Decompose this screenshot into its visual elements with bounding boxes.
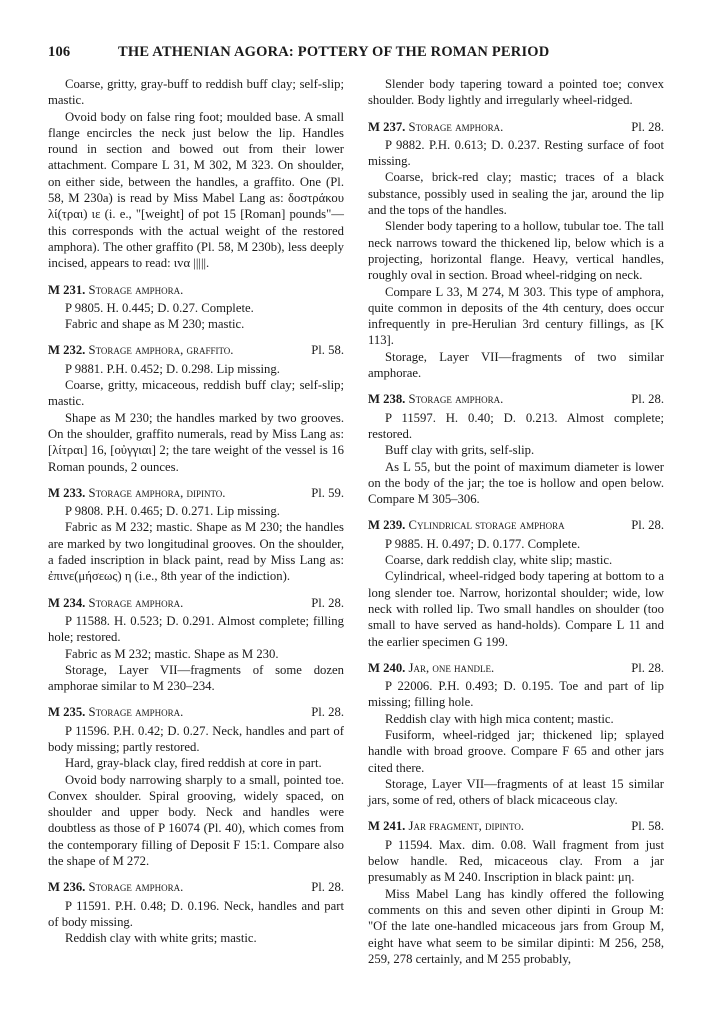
entry-heading (48, 595, 344, 611)
entry-paragraph: Shape as M 230; the handles marked by two grooves. On the shoulder, graffito numerals, read by Miss Lang as: [λίτραι] 16, [οὐγγιαι] 2; the tare weight of the vessel is 16 Roman pounds, 2 ounces. (48, 410, 344, 474)
entry-paragraph: Coarse, brick-red clay; mastic; traces of a black substance, possibly used in sealing the jar, around the lip and the tops of the handles. (368, 170, 664, 218)
entry-number: M 238. (368, 392, 406, 407)
catalogue-entry-m234 (48, 595, 344, 695)
carryover-paragraph: Slender body tapering toward a pointed toe; convex shoulder. Body lightly and irregularly wheel-ridged. (368, 77, 664, 108)
plate-reference: Pl. 28. (631, 392, 664, 407)
page-number: 106 (48, 44, 71, 60)
entry-paragraph: Hard, gray-black clay, fired reddish at core in part. (65, 756, 322, 771)
entry-heading (48, 282, 344, 298)
entry-heading (368, 517, 664, 533)
entry-heading (368, 119, 664, 135)
entry-paragraph: P 9805. H. 0.445; D. 0.27. Complete. (65, 300, 254, 315)
entry-paragraph: Storage, Layer VII—fragments of at least 15 similar jars, some of red, others of black micaceous clay. (368, 776, 664, 808)
entry-title: Storage amphora, dipinto. (88, 485, 226, 500)
entry-paragraph: Coarse, gritty, micaceous, reddish buff clay; self-slip; mastic. (48, 378, 344, 409)
entry-title: Storage amphora, graffito. (88, 343, 234, 358)
catalogue-entry-m236 (48, 879, 344, 946)
catalogue-entry-m241 (368, 818, 664, 967)
entry-heading (48, 485, 344, 501)
entry-heading (368, 660, 664, 676)
entry-paragraph: P 11588. H. 0.523; D. 0.291. Almost complete; filling hole; restored. (48, 613, 344, 645)
entry-paragraph: Ovoid body narrowing sharply to a small, pointed toe. Convex shoulder. Spiral grooving, widely spaced, on shoulder and upper body. Neck and handles were doubtless as those of P 16074 (Pl. 40), which comes from the contemporary filling of Deposit F 15:1. Compare also the shape of M 272. (48, 772, 344, 869)
entry-number: M 239. (368, 518, 406, 533)
right-column (368, 76, 664, 967)
entry-paragraph: P 9881. P.H. 0.452; D. 0.298. Lip missing. (65, 361, 280, 376)
catalogue-entry-m232 (48, 342, 344, 474)
entry-paragraph: Storage, Layer VII—fragments of two similar amphorae. (368, 349, 664, 381)
carryover-paragraph: Ovoid body on false ring foot; moulded base. A small flange encircles the neck just below the lip. Handles round in section and bowed out from their lower attachment. Compare L 31, M 302, M 323. On shoulder, on either side, between the handles, a graffito. One (Pl. 58, M 230a) is read by Miss Mabel Lang as: δοστράκου λί(τραι) ιε (i. e., "[weight] of pot 15 [Roman] pounds"—this corresponds with the actual weight of the restored amphora). The other graffito (Pl. 58, M 230b), less deeply incised, appears to read: ιvα |||||. (48, 109, 344, 271)
entry-paragraph: Fabric and shape as M 230; mastic. (65, 317, 245, 332)
entry-paragraph: P 9885. H. 0.497; D. 0.177. Complete. (385, 536, 581, 551)
entry-heading (368, 818, 664, 834)
catalogue-entry-m235 (48, 704, 344, 869)
entry-title: Storage amphora. (408, 119, 504, 134)
plate-reference: Pl. 28. (631, 518, 664, 533)
entry-number: M 233. (48, 485, 86, 500)
entry-paragraph: P 11597. H. 0.40; D. 0.213. Almost complete; restored. (368, 410, 664, 441)
left-column (48, 76, 344, 947)
entry-paragraph: Fabric as M 232; mastic. Shape as M 230; the handles are marked by two longitudinal grooves. On the shoulder, a faded inscription in black paint, read by Miss Lang as: ἐπινε(μήσεως) η (i.e., 8th year of the indiction). (48, 520, 344, 584)
plate-reference: Pl. 59. (311, 485, 344, 500)
entry-number: M 235. (48, 705, 86, 720)
entry-number: M 241. (368, 819, 406, 834)
entry-paragraph: Coarse, dark reddish clay, white slip; mastic. (385, 553, 613, 568)
entry-heading (48, 879, 344, 895)
catalogue-entry-m237 (368, 119, 664, 382)
entry-paragraph: Cylindrical, wheel-ridged body tapering at bottom to a long slender toe. Narrow, horizontal shoulder; wide, low neck with rolled lip. Two small handles on shoulder (too small to have served as hand-holds). Compare L 11 and the earlier specimen G 199. (368, 569, 664, 649)
entry-heading (368, 391, 664, 407)
entry-paragraph: P 11596. P.H. 0.42; D. 0.27. Neck, handles and part of body missing; partly restored. (48, 723, 344, 754)
entry-paragraph: Miss Mabel Lang has kindly offered the following comments on this and seven other dipinti in Group M: "Of the late one-handled micaceous jars from Group M, eight have what seem to be similar dipinti: M 256, 258, 259, 278 certainly, and M 255 probably, (368, 886, 664, 966)
entry-paragraph: Fabric as M 232; mastic. Shape as M 230. (65, 646, 279, 661)
catalogue-entry-m233 (48, 485, 344, 585)
entry-paragraph: Fusiform, wheel-ridged jar; thickened lip; splayed handle with broad groove. Compare F 65 and other jars cited there. (368, 727, 664, 775)
running-header (48, 44, 664, 64)
entry-number: M 232. (48, 343, 86, 358)
catalogue-entry-m238 (368, 391, 664, 507)
entry-paragraph: P 11591. P.H. 0.48; D. 0.196. Neck, handles and part of body missing. (48, 898, 344, 929)
entry-number: M 234. (48, 595, 86, 610)
entry-title: Jar fragment, dipinto. (408, 819, 524, 834)
plate-reference: Pl. 58. (631, 819, 664, 834)
plate-reference: Pl. 28. (311, 595, 344, 610)
entry-paragraph: Reddish clay with high mica content; mastic. (385, 711, 614, 726)
catalogue-entry-m239 (368, 517, 664, 649)
plate-reference: Pl. 28. (631, 119, 664, 134)
entry-title: Storage amphora. (88, 595, 184, 610)
entry-heading (48, 342, 344, 358)
entry-paragraph: Compare L 33, M 274, M 303. This type of amphora, quite common in deposits of the 4th century, does occur infrequently in pre-Herulian 3rd century fillings, as [K 113]. (368, 284, 664, 348)
entry-number: M 240. (368, 660, 406, 675)
entry-paragraph: Storage, Layer VII—fragments of some dozen amphorae similar to M 230–234. (48, 662, 344, 694)
plate-reference: Pl. 58. (311, 343, 344, 358)
entry-title: Jar, one handle. (408, 660, 495, 675)
entry-paragraph: Slender body tapering to a hollow, tubular toe. The tall neck narrows toward the thickened lip, below which is a projecting, horizontal flange. Heavy, vertical handles, roughly oval in section. Broad wheel-ridging on neck. (368, 219, 664, 283)
entry-title: Cylindrical storage amphora (408, 518, 565, 533)
entry-heading (48, 704, 344, 720)
entry-paragraph: Buff clay with grits, self-slip. (385, 443, 535, 458)
entry-paragraph: P 11594. Max. dim. 0.08. Wall fragment from just below handle. Red, micaceous clay. From a jar presumably as M 240. Inscription in black paint: μη. (368, 837, 664, 885)
entry-paragraph: P 22006. P.H. 0.493; D. 0.195. Toe and part of lip missing; filling hole. (368, 679, 664, 710)
catalogue-entry-m231 (48, 282, 344, 333)
entry-number: M 236. (48, 880, 86, 895)
entry-paragraph: P 9808. P.H. 0.465; D. 0.271. Lip missing. (65, 504, 280, 519)
running-title: THE ATHENIAN AGORA: POTTERY OF THE ROMAN PERIOD (118, 44, 550, 60)
plate-reference: Pl. 28. (631, 660, 664, 675)
entry-title: Storage amphora. (88, 705, 184, 720)
plate-reference: Pl. 28. (311, 705, 344, 720)
carryover-paragraph: Coarse, gritty, gray-buff to reddish buff clay; self-slip; mastic. (48, 77, 344, 108)
plate-reference: Pl. 28. (311, 880, 344, 895)
entry-title: Storage amphora. (408, 392, 504, 407)
entry-number: M 231. (48, 282, 86, 297)
entry-title: Storage amphora. (88, 282, 184, 297)
entry-paragraph: As L 55, but the point of maximum diameter is lower on the body of the jar; the toe is hollow and open below. Compare M 305–306. (368, 459, 664, 507)
entry-paragraph: Reddish clay with white grits; mastic. (65, 931, 257, 946)
entry-number: M 237. (368, 119, 406, 134)
entry-title: Storage amphora. (88, 880, 184, 895)
catalogue-entry-m240 (368, 660, 664, 809)
entry-paragraph: P 9882. P.H. 0.613; D. 0.237. Resting surface of foot missing. (368, 137, 664, 169)
